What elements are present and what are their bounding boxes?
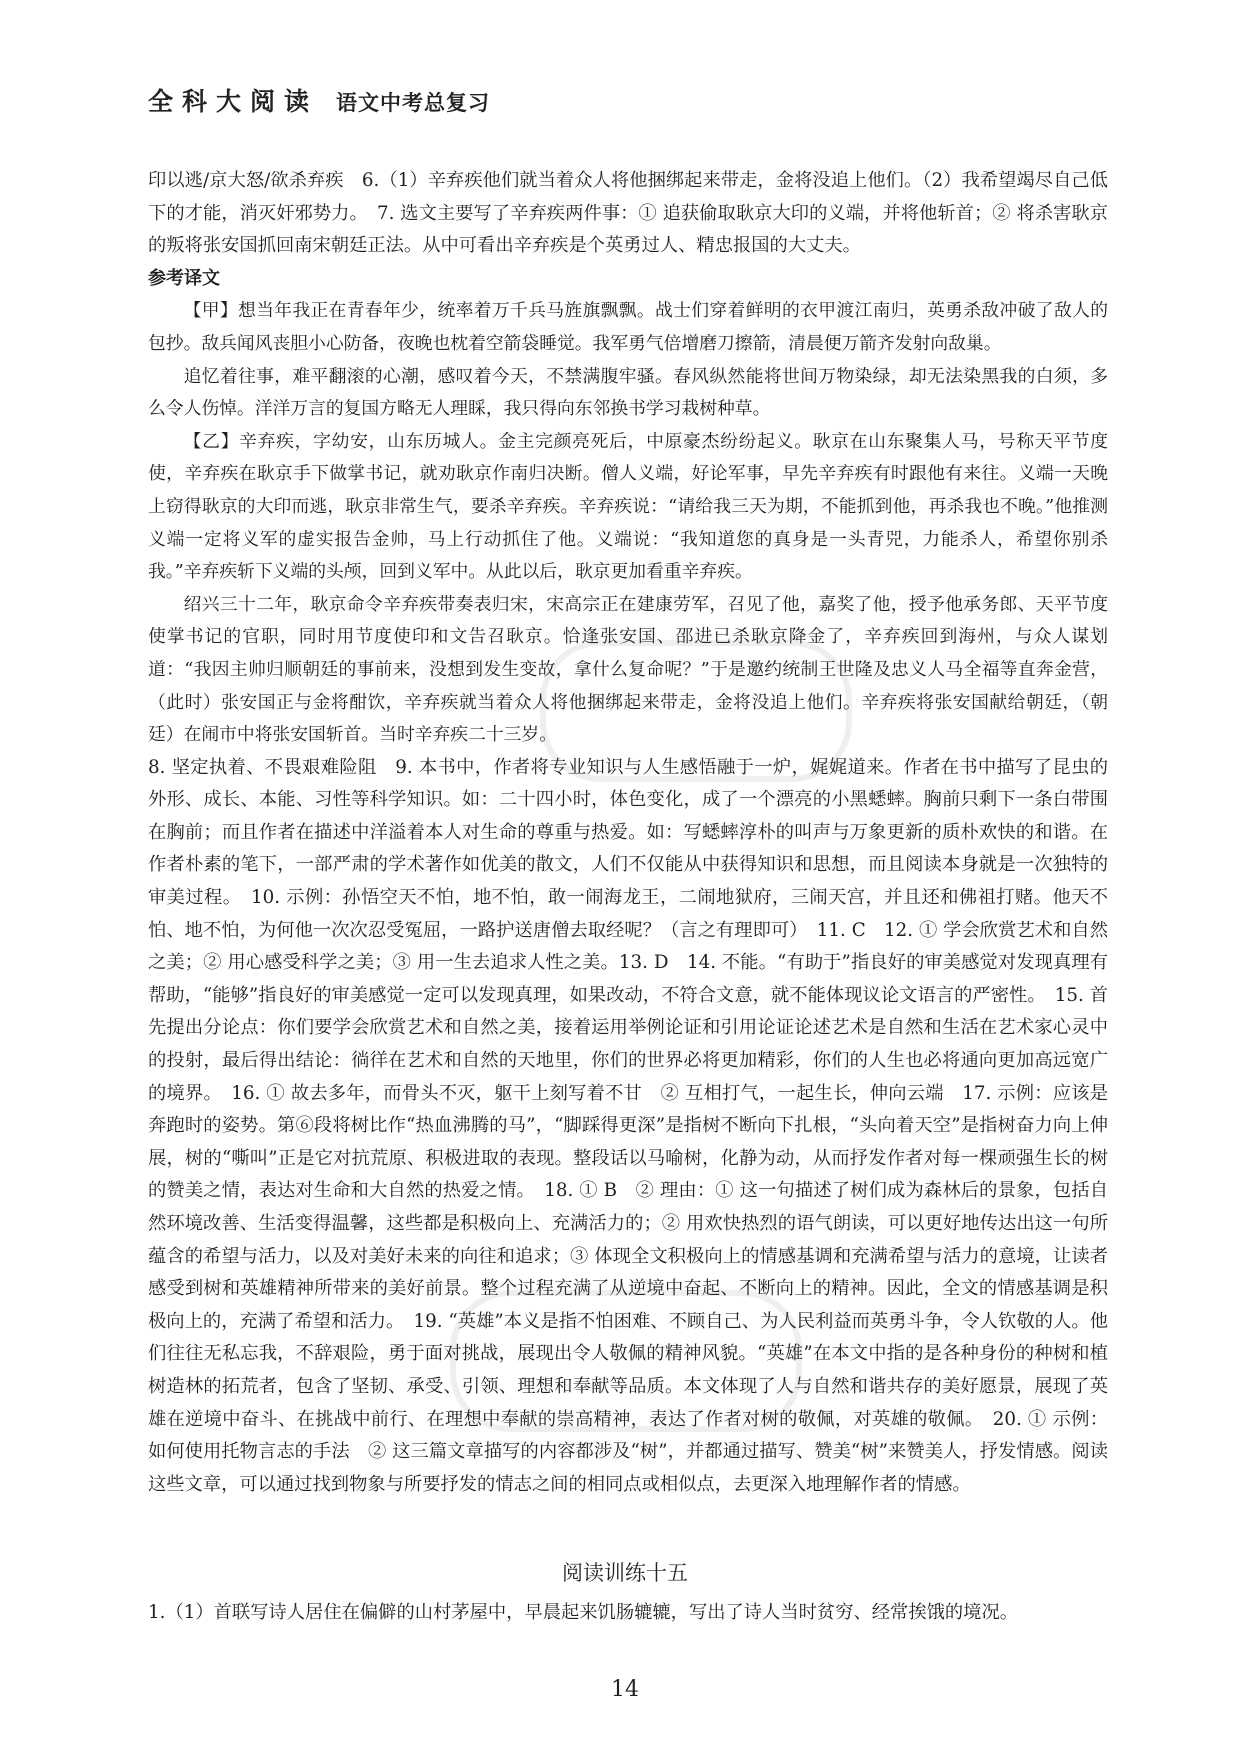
translation-paragraph-yi: 【乙】辛弃疾，字幼安，山东历城人。金主完颜亮死后，中原豪杰纷纷起义。耿京在山东聚集人马，号称天平节度使，辛弃疾在耿京手下做掌书记，就劝耿京作南归决断。僧人义端，好论军事，早先辛弃疾有时跟他有来往。义端一天晚上窃得耿京的大印而逃，耿京非常生气，要杀辛弃疾。辛弃疾说：“请给我三天为期，不能抓到他，再杀我也不晚。”他推测义端一定将义军的虚实报告金帅，马上行动抓住了他。义端说：“我知道您的真身是一头青兕，力能杀人，希望你别杀我。”辛弃疾斩下义端的头颅，回到义军中。从此以后，耿京更加看重辛弃疾。 [148, 430, 1108, 583]
answer-body [148, 165, 1108, 1501]
answer-line: 1.（1）首联写诗人居住在偏僻的山村茅屋中，早晨起来饥肠辘辘，写出了诗人当时贫穷、经常挨饿的境况。 [148, 1602, 1019, 1623]
section-title: 阅读训练十五 [562, 1561, 688, 1585]
page-number: 14 [611, 1677, 639, 1702]
answer-paragraph: 印以逃/京大怒/欲杀弃疾 6.（1）辛弃疾他们就当着众人将他捆绑起来带走，金将没追上他们。（2）我希望竭尽自己低下的才能，消灭奸邪势力。 7. 选文主要写了辛弃疾两件事：① 追获偷取耿京大印的义端，并将他斩首；② 将杀害耿京的叛将张安国抓回南宋朝廷正法。从中可看出辛弃疾是个英勇过人、精忠报国的大丈夫。 [148, 170, 1108, 257]
book-brand: 全科大阅读 [148, 87, 319, 116]
book-subtitle: 语文中考总复习 [336, 91, 491, 115]
translation-paragraph-yi-2: 绍兴三十二年，耿京命令辛弃疾带奏表归宋，宋高宗正在建康劳军，召见了他，嘉奖了他，授予他承务郎、天平节度使掌书记的官职，同时用节度使印和文告召耿京。恰逢张安国、邵进已杀耿京降金了，辛弃疾回到海州，与众人谋划道：“我因主帅归顺朝廷的事前来，没想到发生变故，拿什么复命呢？”于是邀约统制王世隆及忠义人马全福等直奔金营，（此时）张安国正与金将酣饮，辛弃疾就当着众人将他捆绑起来带走，金将没追上他们。辛弃疾将张安国献给朝廷，（朝廷）在闹市中将张安国斩首。当时辛弃疾二十三岁。 [148, 593, 1108, 746]
translation-paragraph-jia: 【甲】想当年我正在青春年少，统率着万千兵马旌旗飘飘。战士们穿着鲜明的衣甲渡江南归，英勇杀敌冲破了敌人的包抄。敌兵闻风丧胆小心防备，夜晚也枕着空箭袋睡觉。我军勇气倍增磨刀擦箭，清晨便万箭齐发射向敌巢。 [148, 300, 1108, 354]
page-header [148, 82, 490, 118]
translation-paragraph-jia-2: 追忆着往事，难平翻滚的心潮，感叹着今天，不禁满腹牢骚。春风纵然能将世间万物染绿，却无法染黑我的白须，多么令人伤悼。洋洋万言的复国方略无人理睬，我只得向东邻换书学习栽树种草。 [148, 365, 1108, 420]
answer-paragraph-main: 8. 坚定执着、不畏艰难险阻 9. 本书中，作者将专业知识与人生感悟融于一炉，娓娓道来。作者在书中描写了昆虫的外形、成长、本能、习性等科学知识。如：二十四小时，体色变化，成了一个漂亮的小黑蟋蟀。胸前只剩下一条白带围在胸前；而且作者在描述中洋溢着本人对生命的尊重与热爱。如：写蟋蟀淳朴的叫声与万象更新的质朴欢快的和谐。在作者朴素的笔下，一部严肃的学术著作如优美的散文，人们不仅能从中获得知识和思想，而且阅读本身就是一次独特的审美过程。 10. 示例：孙悟空天不怕，地不怕，敢一闹海龙王，二闹地狱府，三闹天宫，并且还和佛祖打赌。他天不怕、地不怕，为何他一次次忍受冤屈，一路护送唐僧去取经呢？（言之有理即可） 11. C 12. ① 学会欣赏艺术和自然之美；② 用心感受科学之美；③ 用一生去追求人性之美。13. D 14. 不能。“有助于”指良好的审美感觉对发现真理有帮助，“能够”指良好的审美感觉一定可以发现真理，如果改动，不符合文意，就不能体现议论文语言的严密性。 15. 首先提出分论点：你们要学会欣赏艺术和自然之美，接着运用举例论证和引用论证论述艺术是自然和生活在艺术家心灵中的投射，最后得出结论：徜徉在艺术和自然的天地里，你们的世界必将更加精彩，你们的人生也必将通向更加高远宽广的境界。 16. ① 故去多年，而骨头不灭，躯干上刻写着不甘 ② 互相打气，一起生长，伸向云端 17. 示例：应该是奔跑时的姿势。第⑥段将树比作“热血沸腾的马”，“脚踩得更深”是指树不断向下扎根，“头向着天空”是指树奋力向上伸展，树的“嘶叫”正是它对抗荒原、积极进取的表现。整段话以马喻树，化静为动，从而抒发作者对每一棵顽强生长的树的赞美之情，表达对生命和大自然的热爱之情。 18. ① B ② 理由：① 这一句描述了树们成为森林后的景象，包括自然环境改善、生活变得温馨，这些都是积极向上、充满活力的；② 用欢快热烈的语气朗读，可以更好地传达出这一句所蕴含的希望与活力，以及对美好未来的向往和追求；③ 体现全文积极向上的情感基调和充满希望与活力的意境，让读者感受到树和英雄精神所带来的美好前景。整个过程充满了从逆境中奋起、不断向上的精神。因此，全文的情感基调是积极向上的，充满了希望和活力。 19. “英雄”本义是指不怕困难、不顾自己、为人民利益而英勇斗争，令人钦敬的人。他们往往无私忘我，不辞艰险，勇于面对挑战，展现出令人敬佩的精神风貌。“英雄”在本文中指的是各种身份的种树和植树造林的拓荒者，包含了坚韧、承受、引领、理想和奉献等品质。本文体现了人与自然和谐共存的美好愿景，展现了英雄在逆境中奋斗、在挑战中前行、在理想中奉献的崇高精神，表达了作者对树的敬佩，对英雄的敬佩。 20. ① 示例：如何使用托物言志的手法 ② 这三篇文章描写的内容都涉及“树”，并都通过描写、赞美“树”来赞美人，抒发情感。阅读这些文章，可以通过找到物象与所要抒发的情志之间的相同点或相似点，去更深入地理解作者的情感。 [148, 756, 1108, 1495]
section-heading: 参考译文 [148, 267, 220, 289]
